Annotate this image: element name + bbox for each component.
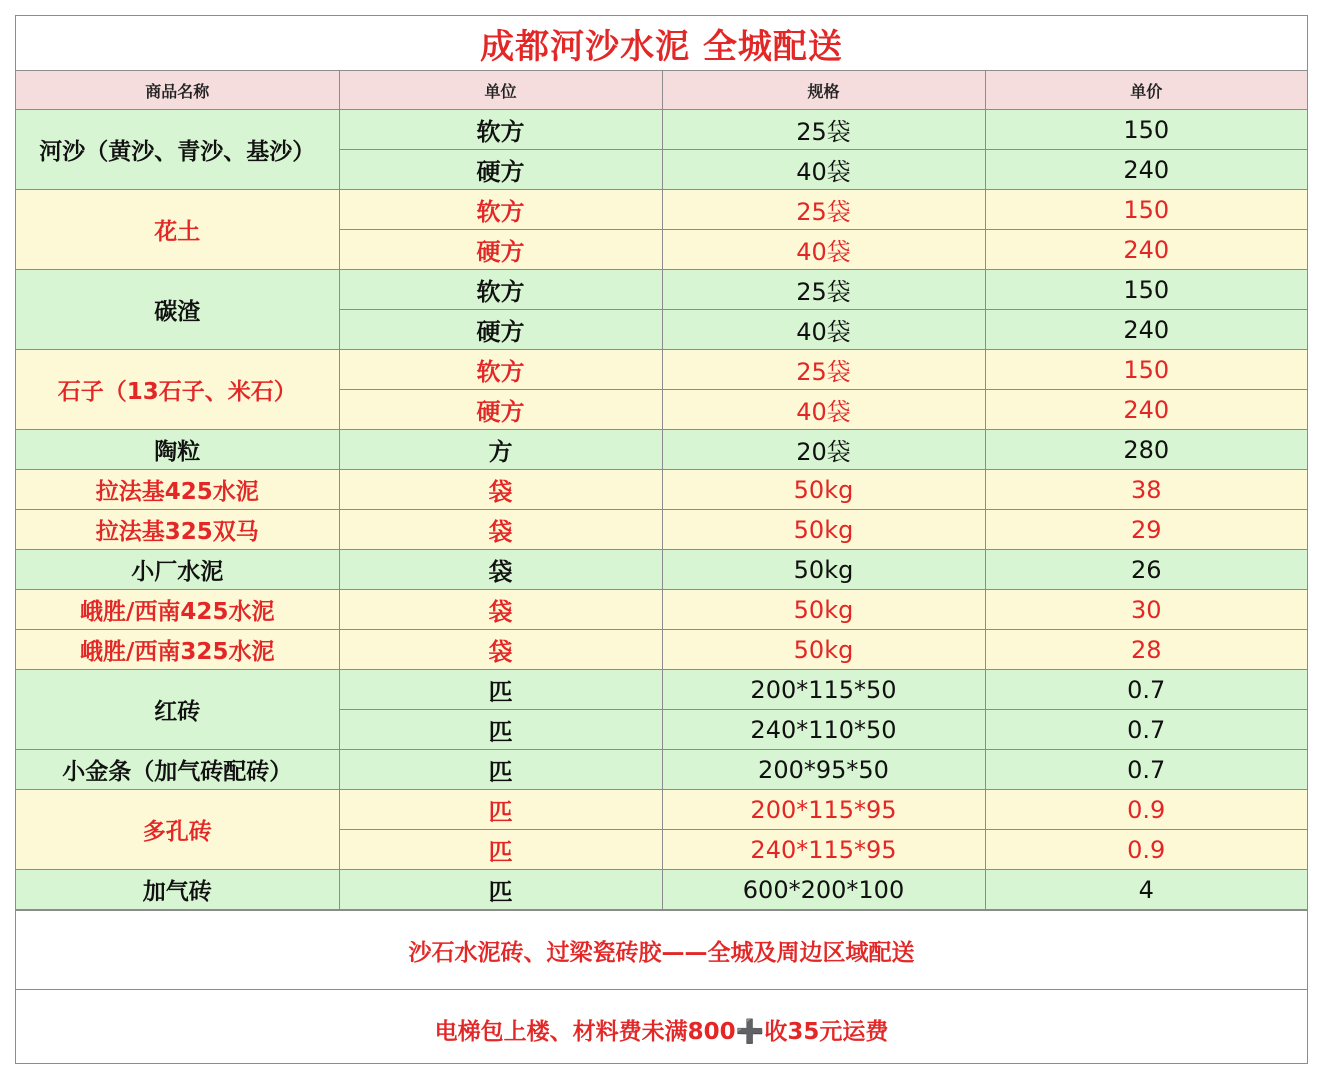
table-row: [16, 190, 1307, 230]
spec-cell: 25袋: [662, 350, 985, 390]
unit-cell: 软方: [339, 270, 662, 310]
price-cell: 0.9: [985, 830, 1307, 870]
unit-cell: 匹: [339, 750, 662, 790]
unit-cell: 袋: [339, 590, 662, 630]
product-name-cell: 多孔砖: [16, 790, 339, 870]
unit-cell: 软方: [339, 110, 662, 150]
price-cell: 38: [985, 470, 1307, 510]
table-row: [16, 430, 1307, 470]
product-name-cell: 小金条（加气砖配砖）: [16, 750, 339, 790]
product-name-cell: 陶粒: [16, 430, 339, 470]
product-name-cell: 红砖: [16, 670, 339, 750]
unit-cell: 软方: [339, 190, 662, 230]
price-cell: 29: [985, 510, 1307, 550]
product-name-cell: 拉法基425水泥: [16, 470, 339, 510]
table-row: [16, 470, 1307, 510]
price-cell: 0.9: [985, 790, 1307, 830]
unit-cell: 匹: [339, 710, 662, 750]
delivery-note: 沙石水泥砖、过梁瓷砖胶——全城及周边区域配送: [16, 910, 1307, 989]
spec-cell: 240*115*95: [662, 830, 985, 870]
spec-cell: 200*115*50: [662, 670, 985, 710]
price-cell: 150: [985, 350, 1307, 390]
price-cell: 240: [985, 390, 1307, 430]
spec-cell: 50kg: [662, 550, 985, 590]
product-name-cell: 花土: [16, 190, 339, 270]
price-sheet: [15, 15, 1308, 1064]
table-row: [16, 510, 1307, 550]
unit-cell: 匹: [339, 870, 662, 910]
table-row: [16, 790, 1307, 830]
unit-cell: 匹: [339, 790, 662, 830]
unit-cell: 硬方: [339, 310, 662, 350]
spec-cell: 50kg: [662, 510, 985, 550]
unit-cell: 硬方: [339, 390, 662, 430]
product-name-cell: 石子（13石子、米石）: [16, 350, 339, 430]
spec-cell: 40袋: [662, 230, 985, 270]
price-cell: 280: [985, 430, 1307, 470]
price-cell: 150: [985, 110, 1307, 150]
table-row: [16, 870, 1307, 910]
unit-cell: 匹: [339, 670, 662, 710]
product-name-cell: 加气砖: [16, 870, 339, 910]
header-product-name: 商品名称: [16, 71, 339, 110]
spec-cell: 240*110*50: [662, 710, 985, 750]
table-row: [16, 350, 1307, 390]
price-table: [16, 71, 1307, 910]
spec-cell: 25袋: [662, 270, 985, 310]
spec-cell: 25袋: [662, 110, 985, 150]
price-cell: 30: [985, 590, 1307, 630]
spec-cell: 20袋: [662, 430, 985, 470]
unit-cell: 硬方: [339, 230, 662, 270]
product-name-cell: 拉法基325双马: [16, 510, 339, 550]
spec-cell: 200*115*95: [662, 790, 985, 830]
product-name-cell: 小厂水泥: [16, 550, 339, 590]
spec-cell: 25袋: [662, 190, 985, 230]
table-row: [16, 670, 1307, 710]
spec-cell: 40袋: [662, 390, 985, 430]
spec-cell: 50kg: [662, 630, 985, 670]
spec-cell: 40袋: [662, 310, 985, 350]
spec-cell: 200*95*50: [662, 750, 985, 790]
price-cell: 240: [985, 310, 1307, 350]
unit-cell: 袋: [339, 510, 662, 550]
price-cell: 150: [985, 190, 1307, 230]
product-name-cell: 峨胜/西南325水泥: [16, 630, 339, 670]
price-cell: 28: [985, 630, 1307, 670]
unit-cell: 匹: [339, 830, 662, 870]
product-name-cell: 碳渣: [16, 270, 339, 350]
table-row: [16, 750, 1307, 790]
header-price: 单价: [985, 71, 1307, 110]
shipping-fee-note: 电梯包上楼、材料费未满800➕收35元运费: [16, 989, 1307, 1068]
table-row: [16, 590, 1307, 630]
price-cell: 240: [985, 150, 1307, 190]
unit-cell: 袋: [339, 550, 662, 590]
spec-cell: 50kg: [662, 590, 985, 630]
unit-cell: 硬方: [339, 150, 662, 190]
product-name-cell: 河沙（黄沙、青沙、基沙）: [16, 110, 339, 190]
price-cell: 0.7: [985, 750, 1307, 790]
spec-cell: 600*200*100: [662, 870, 985, 910]
page-title: 成都河沙水泥 全城配送: [16, 16, 1307, 71]
table-row: [16, 110, 1307, 150]
header-unit: 单位: [339, 71, 662, 110]
spec-cell: 50kg: [662, 470, 985, 510]
unit-cell: 袋: [339, 630, 662, 670]
table-row: [16, 550, 1307, 590]
price-cell: 26: [985, 550, 1307, 590]
header-spec: 规格: [662, 71, 985, 110]
price-cell: 0.7: [985, 710, 1307, 750]
product-name-cell: 峨胜/西南425水泥: [16, 590, 339, 630]
table-header-row: [16, 71, 1307, 110]
unit-cell: 方: [339, 430, 662, 470]
price-cell: 0.7: [985, 670, 1307, 710]
price-cell: 240: [985, 230, 1307, 270]
spec-cell: 40袋: [662, 150, 985, 190]
table-row: [16, 630, 1307, 670]
table-row: [16, 270, 1307, 310]
unit-cell: 软方: [339, 350, 662, 390]
unit-cell: 袋: [339, 470, 662, 510]
price-cell: 150: [985, 270, 1307, 310]
price-cell: 4: [985, 870, 1307, 910]
